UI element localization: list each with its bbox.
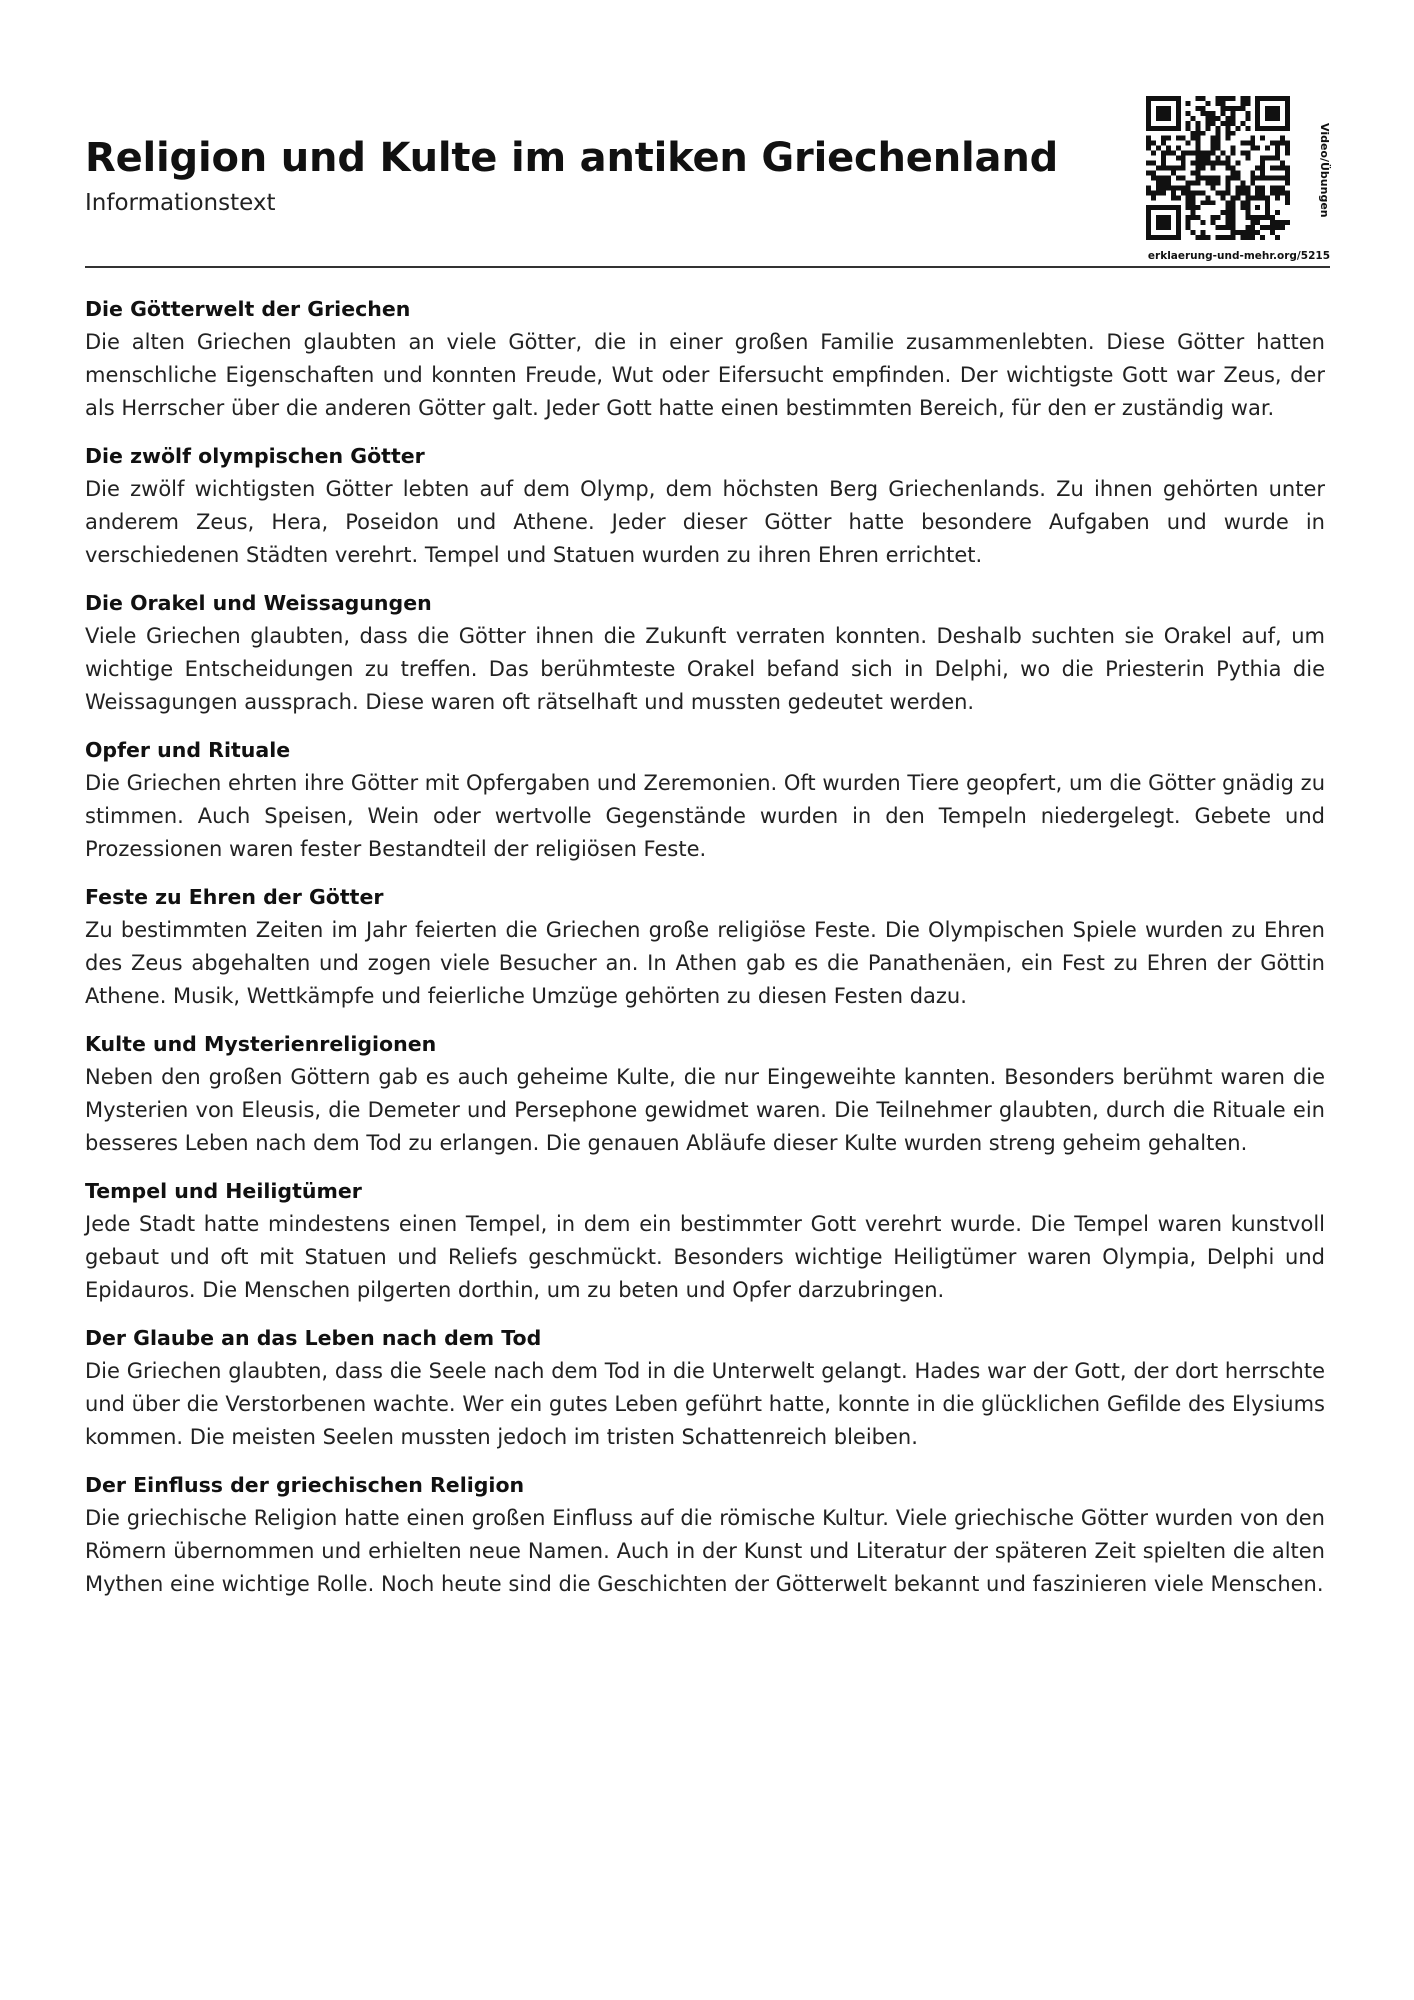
- section-paragraph: Jede Stadt hatte mindestens einen Tempel, in dem ein bestimmter Gott verehrt wurde. Die Tempel waren kunstvoll gebaut und oft mit Statuen und Reliefs geschmückt. Besonders wichtige Heiligtümer waren Olympia, Delphi und Epidauros. Die Menschen pilgerten dorthin, um zu beten und Opfer darzubringen.: [85, 1212, 1325, 1302]
- page-header: [85, 0, 1330, 268]
- section-opfer-rituale: [85, 734, 1325, 866]
- section-heading: Der Glaube an das Leben nach dem Tod: [85, 1326, 542, 1350]
- section-heading: Die Götterwelt der Griechen: [85, 297, 411, 321]
- section-paragraph: Die griechische Religion hatte einen großen Einfluss auf die römische Kultur. Viele griechische Götter wurden von den Römern übernommen und erhielten neue Namen. Auch in der Kunst und Literatur der späteren Zeit spielten die alten Mythen eine wichtige Rolle. Noch heute sind die Geschichten der Götterwelt bekannt und faszinieren viele Menschen.: [85, 1506, 1325, 1596]
- section-paragraph: Die alten Griechen glaubten an viele Götter, die in einer großen Familie zusammenlebten. Diese Götter hatten menschliche Eigenschaften und konnten Freude, Wut oder Eifersucht empfinden. Der wichtigste Gott war Zeus, der als Herrscher über die anderen Götter galt. Jeder Gott hatte einen bestimmten Bereich, für den er zuständig war.: [85, 330, 1325, 420]
- section-goetterwelt: [85, 293, 1325, 425]
- section-heading: Die Orakel und Weissagungen: [85, 591, 432, 615]
- section-kulte-mysterien: [85, 1028, 1325, 1160]
- section-tempel: [85, 1175, 1325, 1307]
- section-heading: Feste zu Ehren der Götter: [85, 885, 384, 909]
- section-paragraph: Die Griechen ehrten ihre Götter mit Opfergaben und Zeremonien. Oft wurden Tiere geopfert, um die Götter gnädig zu stimmen. Auch Speisen, Wein oder wertvolle Gegenstände wurden in den Tempeln niedergelegt. Gebete und Prozessionen waren fester Bestandteil der religiösen Feste.: [85, 771, 1326, 861]
- page-subtitle: Informationstext: [85, 190, 276, 216]
- section-einfluss: [85, 1469, 1325, 1601]
- section-heading: Der Einfluss der griechischen Religion: [85, 1473, 525, 1497]
- qr-code-icon[interactable]: [1146, 96, 1290, 240]
- section-paragraph: Zu bestimmten Zeiten im Jahr feierten die Griechen große religiöse Feste. Die Olympischen Spiele wurden zu Ehren des Zeus abgehalten und zogen viele Besucher an. In Athen gab es die Panathenäen, ein Fest zu Ehren der Göttin Athene. Musik, Wettkämpfe und feierliche Umzüge gehörten zu diesen Festen dazu.: [85, 918, 1325, 1008]
- header-divider: [85, 266, 1330, 268]
- section-orakel: [85, 587, 1325, 719]
- section-leben-nach-tod: [85, 1322, 1325, 1454]
- info-text-body: [85, 293, 1325, 1616]
- section-paragraph: Viele Griechen glaubten, dass die Götter ihnen die Zukunft verraten konnten. Deshalb suchten sie Orakel auf, um wichtige Entscheidungen zu treffen. Das berühmteste Orakel befand sich in Delphi, wo die Priesterin Pythia die Weissagungen aussprach. Diese waren oft rätselhaft und mussten gedeutet werden.: [85, 624, 1325, 714]
- section-heading: Die zwölf olympischen Götter: [85, 444, 425, 468]
- qr-url-link[interactable]: erklaerung-und-mehr.org/5215: [1147, 250, 1330, 262]
- section-paragraph: Die zwölf wichtigsten Götter lebten auf dem Olymp, dem höchsten Berg Griechenlands. Zu ihnen gehörten unter anderem Zeus, Hera, Poseidon und Athene. Jeder dieser Götter hatte besondere Aufgaben und wurde in verschiedenen Städten verehrt. Tempel und Statuen wurden zu ihren Ehren errichtet.: [85, 477, 1325, 567]
- section-paragraph: Neben den großen Göttern gab es auch geheime Kulte, die nur Eingeweihte kannten. Besonders berühmt waren die Mysterien von Eleusis, die Demeter und Persephone gewidmet waren. Die Teilnehmer glaubten, durch die Rituale ein besseres Leben nach dem Tod zu erlangen. Die genauen Abläufe dieser Kulte wurden streng geheim gehalten.: [85, 1065, 1325, 1155]
- section-heading: Kulte und Mysterienreligionen: [85, 1032, 437, 1056]
- page-title: Religion und Kulte im antiken Griechenland: [85, 135, 1059, 181]
- section-feste: [85, 881, 1325, 1013]
- section-paragraph: Die Griechen glaubten, dass die Seele nach dem Tod in die Unterwelt gelangt. Hades war der Gott, der dort herrschte und über die Verstorbenen wachte. Wer ein gutes Leben geführt hatte, konnte in die glücklichen Gefilde des Elysiums kommen. Die meisten Seelen mussten jedoch im tristen Schattenreich bleiben.: [85, 1359, 1325, 1449]
- video-exercises-label: Video/Übungen: [1318, 123, 1331, 218]
- section-olympische-goetter: [85, 440, 1325, 572]
- section-heading: Opfer und Rituale: [85, 738, 291, 762]
- section-heading: Tempel und Heiligtümer: [85, 1179, 362, 1203]
